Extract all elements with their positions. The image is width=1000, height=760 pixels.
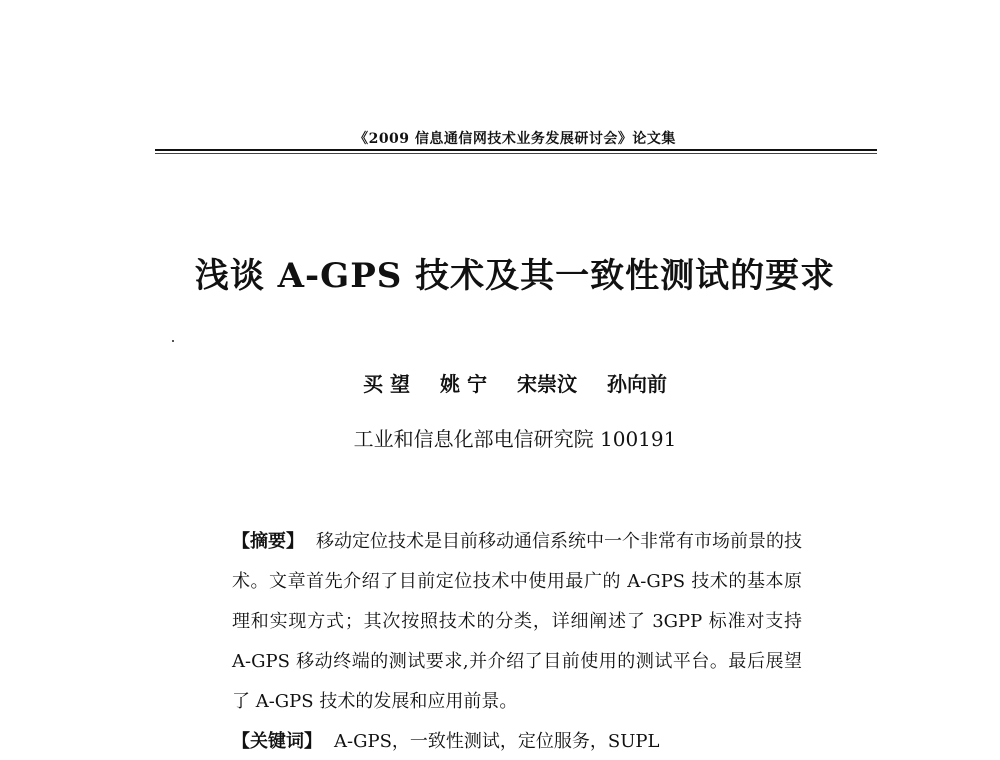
author-list: [0, 368, 1000, 397]
paper-title: 浅谈 A-GPS 技术及其一致性测试的要求: [194, 256, 836, 296]
keywords-text: A-GPS，一致性测试，定位服务，SUPL: [334, 731, 660, 752]
author-name: 宋崇汶: [516, 372, 577, 396]
author-name: 孙向前: [606, 372, 667, 396]
header-rule: [155, 149, 877, 151]
abstract-text: 移动定位技术是目前移动通信系统中一个非常有市场前景的技术。文章首先介绍了目前定位技术中使用最广的 A-GPS 技术的基本原理和实现方式；其次按照技术的分类，详细阐述了 3GPP 标准对支持 A-GPS 移动终端的测试要求,并介绍了目前使用的测试平台。最后展望了 A-GPS 技术的发展和应用前景。: [232, 531, 802, 712]
affiliation: 工业和信息化部电信研究院 100191: [353, 427, 677, 451]
author-name: 姚 宁: [440, 372, 487, 396]
abstract-label: 【摘要】: [232, 531, 304, 552]
author-name: 买 望: [363, 372, 410, 396]
abstract-block: [232, 522, 802, 722]
keywords-block: [232, 728, 802, 756]
header-rule-thin: [155, 153, 877, 154]
scan-artifact: [172, 340, 174, 342]
running-header: 《2009 信息通信网技术业务发展研讨会》论文集: [354, 131, 676, 147]
keywords-label: 【关键词】: [232, 731, 322, 752]
